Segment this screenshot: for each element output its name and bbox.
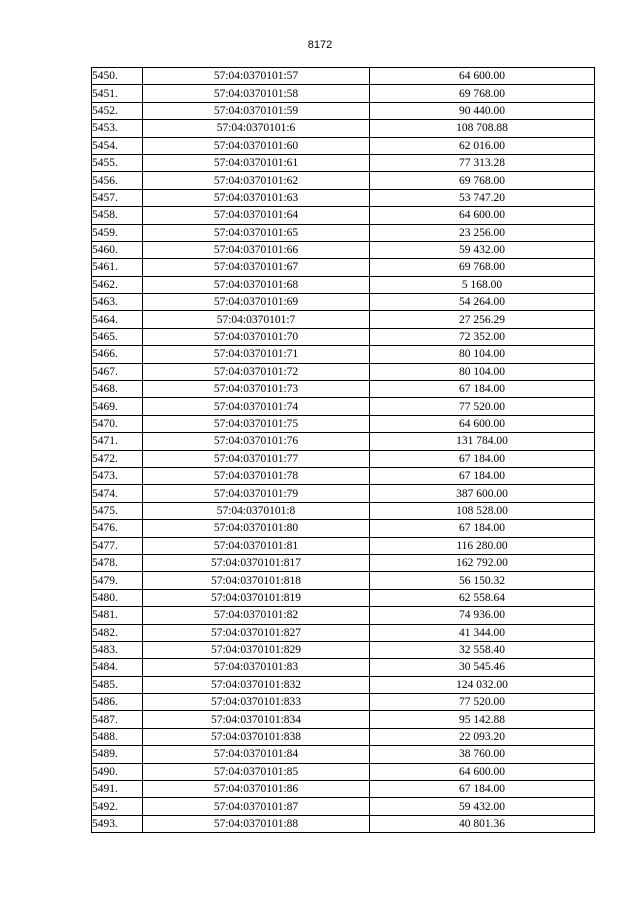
cadastral-value: 64 600.00 — [370, 68, 595, 85]
row-number: 5454. — [92, 137, 143, 154]
cadastral-value: 69 768.00 — [370, 259, 595, 276]
table-row — [92, 259, 595, 276]
cadastral-value: 387 600.00 — [370, 485, 595, 502]
row-number: 5492. — [92, 798, 143, 815]
cadastral-value: 22 093.20 — [370, 728, 595, 745]
cadastral-value: 62 016.00 — [370, 137, 595, 154]
table-row — [92, 311, 595, 328]
cadastral-value: 162 792.00 — [370, 554, 595, 571]
row-number: 5490. — [92, 763, 143, 780]
table-row — [92, 728, 595, 745]
cadastral-value: 59 432.00 — [370, 798, 595, 815]
row-number: 5451. — [92, 85, 143, 102]
table-row — [92, 328, 595, 345]
cadastral-value: 40 801.36 — [370, 815, 595, 832]
cadastral-number: 57:04:0370101:818 — [143, 572, 370, 589]
table-row — [92, 276, 595, 293]
row-number: 5477. — [92, 537, 143, 554]
cadastral-number: 57:04:0370101:83 — [143, 659, 370, 676]
cadastral-number: 57:04:0370101:6 — [143, 120, 370, 137]
cadastral-number: 57:04:0370101:7 — [143, 311, 370, 328]
cadastral-value: 64 600.00 — [370, 415, 595, 432]
table-row — [92, 294, 595, 311]
cadastral-value: 77 520.00 — [370, 694, 595, 711]
row-number: 5478. — [92, 554, 143, 571]
table-row — [92, 120, 595, 137]
row-number: 5468. — [92, 381, 143, 398]
cadastral-value: 108 528.00 — [370, 502, 595, 519]
cadastral-number: 57:04:0370101:69 — [143, 294, 370, 311]
cadastral-value: 53 747.20 — [370, 189, 595, 206]
cadastral-value: 41 344.00 — [370, 624, 595, 641]
cadastral-value-table — [91, 67, 595, 833]
cadastral-number: 57:04:0370101:817 — [143, 554, 370, 571]
cadastral-value: 131 784.00 — [370, 433, 595, 450]
table-row — [92, 415, 595, 432]
cadastral-number: 57:04:0370101:79 — [143, 485, 370, 502]
table-row — [92, 207, 595, 224]
cadastral-number: 57:04:0370101:61 — [143, 154, 370, 171]
row-number: 5455. — [92, 154, 143, 171]
cadastral-value: 30 545.46 — [370, 659, 595, 676]
row-number: 5493. — [92, 815, 143, 832]
table-row — [92, 676, 595, 693]
table-row — [92, 154, 595, 171]
cadastral-value: 23 256.00 — [370, 224, 595, 241]
cadastral-number: 57:04:0370101:76 — [143, 433, 370, 450]
row-number: 5481. — [92, 607, 143, 624]
cadastral-value: 90 440.00 — [370, 102, 595, 119]
cadastral-value: 95 142.88 — [370, 711, 595, 728]
cadastral-number: 57:04:0370101:65 — [143, 224, 370, 241]
row-number: 5486. — [92, 694, 143, 711]
cadastral-number: 57:04:0370101:64 — [143, 207, 370, 224]
cadastral-value: 38 760.00 — [370, 746, 595, 763]
cadastral-number: 57:04:0370101:82 — [143, 607, 370, 624]
row-number: 5462. — [92, 276, 143, 293]
table-row — [92, 467, 595, 484]
cadastral-number: 57:04:0370101:87 — [143, 798, 370, 815]
table-row — [92, 346, 595, 363]
row-number: 5453. — [92, 120, 143, 137]
cadastral-value: 72 352.00 — [370, 328, 595, 345]
cadastral-value: 124 032.00 — [370, 676, 595, 693]
cadastral-number: 57:04:0370101:85 — [143, 763, 370, 780]
table-row — [92, 711, 595, 728]
cadastral-number: 57:04:0370101:71 — [143, 346, 370, 363]
row-number: 5458. — [92, 207, 143, 224]
table-row — [92, 607, 595, 624]
row-number: 5484. — [92, 659, 143, 676]
table-row — [92, 589, 595, 606]
row-number: 5465. — [92, 328, 143, 345]
cadastral-number: 57:04:0370101:67 — [143, 259, 370, 276]
cadastral-number: 57:04:0370101:72 — [143, 363, 370, 380]
table-row — [92, 641, 595, 658]
cadastral-value: 59 432.00 — [370, 241, 595, 258]
cadastral-value: 77 520.00 — [370, 398, 595, 415]
cadastral-number: 57:04:0370101:86 — [143, 781, 370, 798]
cadastral-value: 69 768.00 — [370, 85, 595, 102]
cadastral-value: 64 600.00 — [370, 207, 595, 224]
cadastral-value: 116 280.00 — [370, 537, 595, 554]
cadastral-value: 64 600.00 — [370, 763, 595, 780]
table-row — [92, 363, 595, 380]
row-number: 5485. — [92, 676, 143, 693]
table-row — [92, 624, 595, 641]
row-number: 5460. — [92, 241, 143, 258]
table-row — [92, 781, 595, 798]
table-row — [92, 520, 595, 537]
cadastral-value: 108 708.88 — [370, 120, 595, 137]
cadastral-number: 57:04:0370101:68 — [143, 276, 370, 293]
table-row — [92, 502, 595, 519]
cadastral-value: 67 184.00 — [370, 520, 595, 537]
table-row — [92, 224, 595, 241]
row-number: 5457. — [92, 189, 143, 206]
row-number: 5461. — [92, 259, 143, 276]
cadastral-number: 57:04:0370101:73 — [143, 381, 370, 398]
table-row — [92, 537, 595, 554]
row-number: 5471. — [92, 433, 143, 450]
row-number: 5479. — [92, 572, 143, 589]
cadastral-number: 57:04:0370101:832 — [143, 676, 370, 693]
row-number: 5487. — [92, 711, 143, 728]
row-number: 5470. — [92, 415, 143, 432]
cadastral-number: 57:04:0370101:829 — [143, 641, 370, 658]
table-row — [92, 189, 595, 206]
cadastral-number: 57:04:0370101:77 — [143, 450, 370, 467]
cadastral-value: 56 150.32 — [370, 572, 595, 589]
row-number: 5488. — [92, 728, 143, 745]
table-row — [92, 659, 595, 676]
row-number: 5474. — [92, 485, 143, 502]
table-row — [92, 381, 595, 398]
cadastral-number: 57:04:0370101:81 — [143, 537, 370, 554]
table-row — [92, 433, 595, 450]
row-number: 5459. — [92, 224, 143, 241]
table-row — [92, 815, 595, 832]
cadastral-value: 67 184.00 — [370, 467, 595, 484]
cadastral-value: 80 104.00 — [370, 363, 595, 380]
table-row — [92, 746, 595, 763]
table-row — [92, 85, 595, 102]
table-row — [92, 398, 595, 415]
cadastral-number: 57:04:0370101:833 — [143, 694, 370, 711]
table-row — [92, 572, 595, 589]
cadastral-value: 5 168.00 — [370, 276, 595, 293]
cadastral-number: 57:04:0370101:78 — [143, 467, 370, 484]
cadastral-number: 57:04:0370101:59 — [143, 102, 370, 119]
table-row — [92, 137, 595, 154]
row-number: 5469. — [92, 398, 143, 415]
row-number: 5489. — [92, 746, 143, 763]
row-number: 5475. — [92, 502, 143, 519]
cadastral-number: 57:04:0370101:834 — [143, 711, 370, 728]
cadastral-value: 67 184.00 — [370, 381, 595, 398]
cadastral-number: 57:04:0370101:66 — [143, 241, 370, 258]
cadastral-value: 54 264.00 — [370, 294, 595, 311]
row-number: 5463. — [92, 294, 143, 311]
cadastral-value: 62 558.64 — [370, 589, 595, 606]
cadastral-value: 80 104.00 — [370, 346, 595, 363]
table-row — [92, 102, 595, 119]
row-number: 5466. — [92, 346, 143, 363]
cadastral-number: 57:04:0370101:819 — [143, 589, 370, 606]
table-body — [92, 68, 595, 833]
cadastral-number: 57:04:0370101:63 — [143, 189, 370, 206]
row-number: 5456. — [92, 172, 143, 189]
row-number: 5464. — [92, 311, 143, 328]
row-number: 5452. — [92, 102, 143, 119]
row-number: 5480. — [92, 589, 143, 606]
cadastral-value: 69 768.00 — [370, 172, 595, 189]
cadastral-number: 57:04:0370101:80 — [143, 520, 370, 537]
table-row — [92, 68, 595, 85]
cadastral-number: 57:04:0370101:88 — [143, 815, 370, 832]
cadastral-value: 74 936.00 — [370, 607, 595, 624]
cadastral-number: 57:04:0370101:58 — [143, 85, 370, 102]
cadastral-number: 57:04:0370101:60 — [143, 137, 370, 154]
row-number: 5473. — [92, 467, 143, 484]
row-number: 5450. — [92, 68, 143, 85]
cadastral-value: 27 256.29 — [370, 311, 595, 328]
cadastral-value: 67 184.00 — [370, 450, 595, 467]
table-row — [92, 694, 595, 711]
cadastral-number: 57:04:0370101:75 — [143, 415, 370, 432]
cadastral-value: 67 184.00 — [370, 781, 595, 798]
table-row — [92, 172, 595, 189]
row-number: 5483. — [92, 641, 143, 658]
table-row — [92, 798, 595, 815]
cadastral-number: 57:04:0370101:8 — [143, 502, 370, 519]
cadastral-number: 57:04:0370101:838 — [143, 728, 370, 745]
cadastral-number: 57:04:0370101:84 — [143, 746, 370, 763]
table-row — [92, 241, 595, 258]
row-number: 5476. — [92, 520, 143, 537]
cadastral-number: 57:04:0370101:827 — [143, 624, 370, 641]
cadastral-value: 32 558.40 — [370, 641, 595, 658]
cadastral-number: 57:04:0370101:74 — [143, 398, 370, 415]
row-number: 5491. — [92, 781, 143, 798]
row-number: 5472. — [92, 450, 143, 467]
cadastral-number: 57:04:0370101:62 — [143, 172, 370, 189]
table-row — [92, 763, 595, 780]
page-number: 8172 — [307, 39, 333, 51]
table-row — [92, 485, 595, 502]
table-row — [92, 450, 595, 467]
table-row — [92, 554, 595, 571]
row-number: 5482. — [92, 624, 143, 641]
cadastral-value: 77 313.28 — [370, 154, 595, 171]
row-number: 5467. — [92, 363, 143, 380]
cadastral-number: 57:04:0370101:70 — [143, 328, 370, 345]
cadastral-number: 57:04:0370101:57 — [143, 68, 370, 85]
